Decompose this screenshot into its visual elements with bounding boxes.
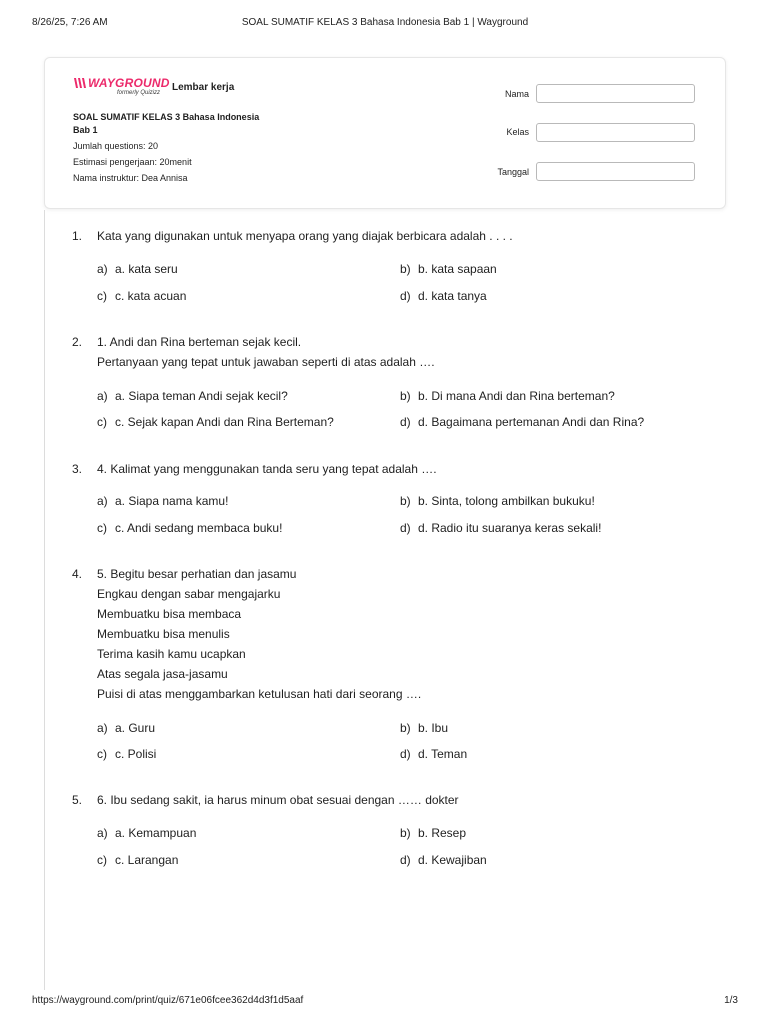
option-b[interactable]: [400, 494, 595, 508]
option-d[interactable]: [400, 853, 487, 867]
quiz-subtitle: Bab 1: [73, 125, 98, 135]
option-d[interactable]: [400, 415, 644, 429]
option-text: c. Larangan: [115, 853, 179, 867]
option-letter: d): [400, 521, 411, 535]
date-label: Tanggal: [497, 167, 529, 177]
worksheet-header-card: [44, 57, 726, 209]
option-text: a. kata seru: [115, 262, 178, 276]
option-c[interactable]: [97, 415, 334, 429]
option-letter: b): [400, 262, 411, 276]
question-text: [97, 335, 717, 375]
option-letter: b): [400, 826, 411, 840]
option-d[interactable]: [400, 747, 467, 761]
question-line: Atas segala jasa-jasamu: [97, 667, 228, 681]
option-c[interactable]: [97, 747, 156, 761]
option-text: a. Kemampuan: [115, 826, 197, 840]
option-text: c. Polisi: [115, 747, 157, 761]
question-text: [97, 462, 717, 482]
print-document-title: SOAL SUMATIF KELAS 3 Bahasa Indonesia Bab 1 | Wayground: [241, 17, 529, 28]
question-number: 2.: [72, 335, 83, 349]
option-text: a. Guru: [115, 721, 156, 735]
option-a[interactable]: [97, 389, 288, 403]
question-line: Pertanyaan yang tepat untuk jawaban seperti di atas adalah ….: [97, 355, 435, 369]
option-c[interactable]: [97, 853, 178, 867]
question-text: [97, 567, 717, 707]
print-url: https://wayground.com/print/quiz/671e06fcee362d4d3f1d5aaf: [32, 995, 304, 1006]
option-text: a. Siapa teman Andi sejak kecil?: [115, 389, 288, 403]
question-text: [97, 793, 717, 813]
option-letter: a): [97, 389, 108, 403]
option-letter: a): [97, 826, 108, 840]
wayground-mark-icon: [73, 77, 87, 89]
date-field[interactable]: [536, 162, 695, 181]
question-line: Kata yang digunakan untuk menyapa orang yang diajak berbicara adalah . . . .: [97, 229, 513, 243]
option-a[interactable]: [97, 826, 196, 840]
option-text: b. Sinta, tolong ambilkan bukuku!: [418, 494, 595, 508]
option-text: b. Ibu: [418, 721, 449, 735]
print-header: [32, 17, 738, 31]
option-b[interactable]: [400, 389, 615, 403]
name-label: Nama: [504, 89, 529, 99]
question-line: 6. Ibu sedang sakit, ia harus minum obat sesuai dengan …… dokter: [97, 793, 459, 807]
option-letter: c): [97, 289, 107, 303]
option-text: d. Bagaimana pertemanan Andi dan Rina?: [418, 415, 645, 429]
option-a[interactable]: [97, 262, 178, 276]
question-line: Engkau dengan sabar mengajarku: [97, 587, 281, 601]
option-text: c. kata acuan: [115, 289, 187, 303]
option-text: b. Resep: [418, 826, 467, 840]
question-line: 1. Andi dan Rina berteman sejak kecil.: [97, 335, 302, 349]
option-c[interactable]: [97, 289, 186, 303]
option-c[interactable]: [97, 521, 282, 535]
option-letter: c): [97, 747, 107, 761]
question-number: 4.: [72, 567, 83, 581]
option-text: b. Di mana Andi dan Rina berteman?: [418, 389, 615, 403]
question-line: 5. Begitu besar perhatian dan jasamu: [97, 567, 297, 581]
class-field[interactable]: [536, 123, 695, 142]
option-letter: d): [400, 415, 411, 429]
option-text: d. Radio itu suaranya keras sekali!: [418, 521, 602, 535]
brand-tagline: formerly Quizizz: [117, 90, 161, 96]
option-text: d. Teman: [418, 747, 468, 761]
option-letter: a): [97, 494, 108, 508]
question-line: Membuatku bisa menulis: [97, 627, 230, 641]
quiz-title: SOAL SUMATIF KELAS 3 Bahasa Indonesia: [73, 112, 260, 122]
question-line: Terima kasih kamu ucapkan: [97, 647, 246, 661]
class-label: Kelas: [506, 127, 529, 137]
option-letter: b): [400, 494, 411, 508]
option-text: c. Andi sedang membaca buku!: [115, 521, 283, 535]
option-text: c. Sejak kapan Andi dan Rina Berteman?: [115, 415, 334, 429]
question-number: 5.: [72, 793, 83, 807]
time-estimate: Estimasi pengerjaan: 20menit: [73, 157, 192, 167]
option-b[interactable]: [400, 721, 448, 735]
instructor-name: Nama instruktur: Dea Annisa: [73, 173, 188, 183]
option-letter: b): [400, 721, 411, 735]
name-field[interactable]: [536, 84, 695, 103]
option-letter: c): [97, 415, 107, 429]
option-text: d. kata tanya: [418, 289, 487, 303]
option-letter: a): [97, 721, 108, 735]
print-footer: [32, 995, 738, 1009]
option-b[interactable]: [400, 262, 497, 276]
option-letter: c): [97, 853, 107, 867]
quiz-info: [73, 111, 259, 185]
option-text: b. kata sapaan: [418, 262, 497, 276]
worksheet-label: Lembar kerja: [172, 82, 235, 93]
option-d[interactable]: [400, 521, 601, 535]
option-a[interactable]: [97, 721, 155, 735]
question-count: Jumlah questions: 20: [73, 141, 159, 151]
option-text: a. Siapa nama kamu!: [115, 494, 229, 508]
question-text: [97, 229, 717, 249]
option-b[interactable]: [400, 826, 466, 840]
option-a[interactable]: [97, 494, 228, 508]
brand-name: WAYGROUND: [88, 76, 170, 90]
option-letter: d): [400, 747, 411, 761]
question-number: 3.: [72, 462, 83, 476]
question-line: Puisi di atas menggambarkan ketulusan hati dari seorang ….: [97, 687, 422, 701]
question-line: Membuatku bisa membaca: [97, 607, 242, 621]
option-letter: d): [400, 853, 411, 867]
wayground-logo: [73, 77, 168, 99]
option-text: d. Kewajiban: [418, 853, 487, 867]
page-left-rule: [44, 210, 45, 990]
option-letter: d): [400, 289, 411, 303]
option-d[interactable]: [400, 289, 487, 303]
print-date: 8/26/25, 7:26 AM: [32, 17, 108, 28]
option-letter: c): [97, 521, 107, 535]
option-letter: b): [400, 389, 411, 403]
page-number: 1/3: [724, 995, 738, 1006]
question-number: 1.: [72, 229, 83, 243]
question-line: 4. Kalimat yang menggunakan tanda seru yang tepat adalah ….: [97, 462, 437, 476]
option-letter: a): [97, 262, 108, 276]
